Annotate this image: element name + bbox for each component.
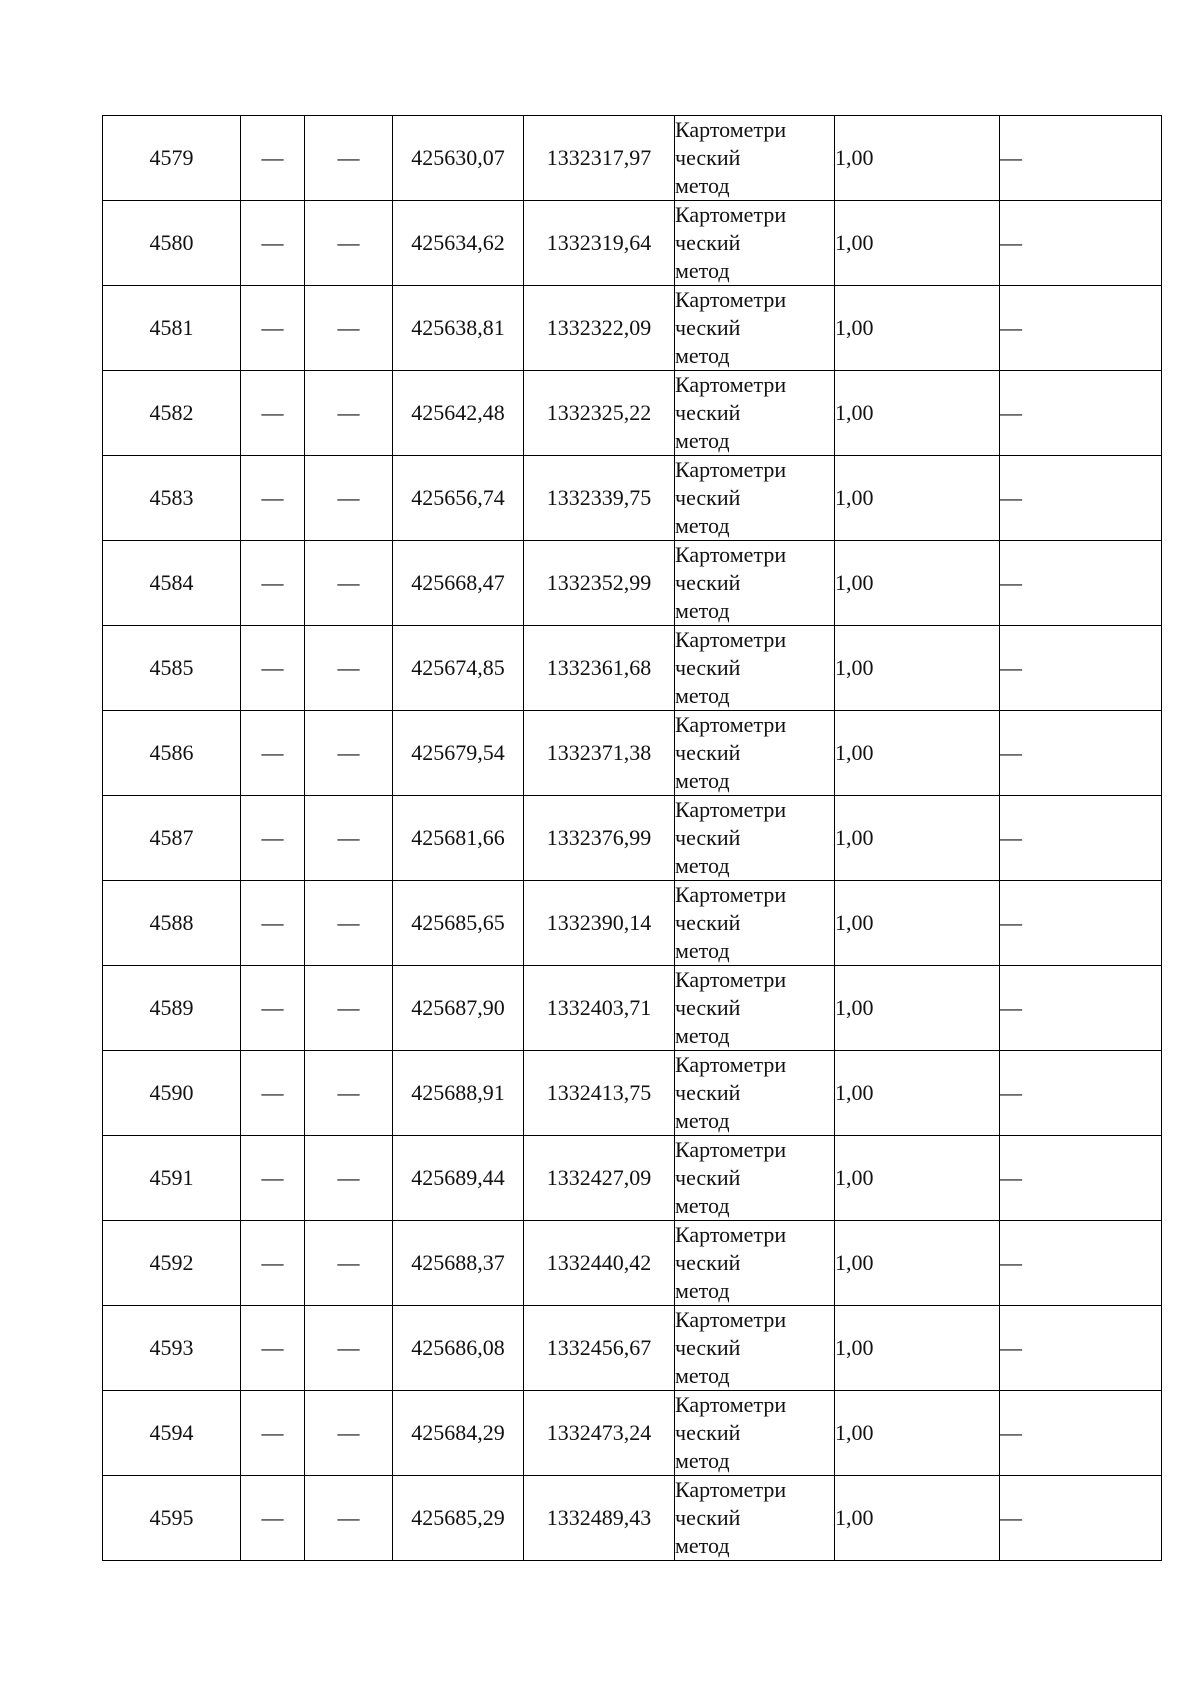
coordinate-x-cell-text: 425685,29: [411, 1505, 505, 1530]
coordinate-x-cell: [393, 1136, 524, 1221]
description-cell-text: —: [1000, 1420, 1022, 1445]
precision-cell: [835, 456, 1000, 541]
description-cell-text: —: [1000, 1250, 1022, 1275]
precision-cell: [835, 966, 1000, 1051]
coordinate-y-cell-text: 1332403,71: [546, 995, 652, 1020]
empty-value-cell: [241, 1476, 305, 1561]
empty-value-cell: [241, 881, 305, 966]
precision-cell: [835, 626, 1000, 711]
method-cell-text: Картометри ческий метод: [675, 1137, 787, 1218]
precision-cell-text: 1,00: [835, 485, 874, 510]
coordinate-y-cell-text: 1332427,09: [546, 1165, 652, 1190]
method-cell-text: Картометри ческий метод: [675, 1392, 787, 1473]
method-cell: [675, 286, 835, 371]
coordinate-y-cell-text: 1332319,64: [546, 230, 652, 255]
empty-value-cell-text: —: [337, 145, 360, 170]
description-cell-text: —: [1000, 1165, 1022, 1190]
point-number-cell-text: 4589: [149, 995, 194, 1020]
point-number-cell-text: 4583: [149, 485, 194, 510]
empty-value-cell-text: —: [337, 315, 360, 340]
point-number-cell: [103, 711, 241, 796]
point-number-cell-text: 4588: [149, 910, 194, 935]
empty-value-cell-text: —: [337, 400, 360, 425]
point-number-cell: [103, 456, 241, 541]
precision-cell-text: 1,00: [835, 740, 874, 765]
empty-value-cell: [305, 626, 393, 711]
precision-cell: [835, 1221, 1000, 1306]
point-number-cell-text: 4584: [149, 570, 194, 595]
method-cell: [675, 796, 835, 881]
table-row: [103, 371, 1162, 456]
coordinate-x-cell-text: 425638,81: [411, 315, 505, 340]
precision-cell-text: 1,00: [835, 315, 874, 340]
empty-value-cell: [305, 1391, 393, 1476]
coordinate-x-cell-text: 425688,91: [411, 1080, 505, 1105]
empty-value-cell: [305, 1051, 393, 1136]
precision-cell-text: 1,00: [835, 995, 874, 1020]
description-cell: [1000, 456, 1162, 541]
empty-value-cell-text: —: [337, 1250, 360, 1275]
description-cell: [1000, 966, 1162, 1051]
method-cell: [675, 966, 835, 1051]
method-cell-text: Картометри ческий метод: [675, 542, 787, 623]
empty-value-cell-text: —: [261, 1420, 284, 1445]
empty-value-cell: [241, 1391, 305, 1476]
empty-value-cell-text: —: [337, 1505, 360, 1530]
precision-cell-text: 1,00: [835, 230, 874, 255]
point-number-cell-text: 4579: [149, 145, 194, 170]
coordinate-y-cell: [524, 286, 675, 371]
description-cell: [1000, 286, 1162, 371]
coordinate-x-cell-text: 425684,29: [411, 1420, 505, 1445]
table-row: [103, 796, 1162, 881]
empty-value-cell: [241, 626, 305, 711]
description-cell: [1000, 1476, 1162, 1561]
description-cell-text: —: [1000, 1080, 1022, 1105]
precision-cell-text: 1,00: [835, 1420, 874, 1445]
table-row: [103, 1306, 1162, 1391]
table-row: [103, 201, 1162, 286]
empty-value-cell-text: —: [261, 1335, 284, 1360]
method-cell: [675, 711, 835, 796]
description-cell: [1000, 1136, 1162, 1221]
coordinate-y-cell: [524, 1476, 675, 1561]
precision-cell: [835, 711, 1000, 796]
empty-value-cell-text: —: [337, 1165, 360, 1190]
coordinate-y-cell-text: 1332440,42: [546, 1250, 652, 1275]
description-cell-text: —: [1000, 1505, 1022, 1530]
precision-cell-text: 1,00: [835, 145, 874, 170]
precision-cell-text: 1,00: [835, 1505, 874, 1530]
point-number-cell-text: 4581: [149, 315, 194, 340]
coordinate-y-cell: [524, 796, 675, 881]
point-number-cell: [103, 541, 241, 626]
point-number-cell: [103, 626, 241, 711]
coordinate-y-cell: [524, 1136, 675, 1221]
coordinate-x-cell-text: 425630,07: [411, 145, 505, 170]
precision-cell: [835, 286, 1000, 371]
point-number-cell-text: 4580: [149, 230, 194, 255]
coordinate-y-cell-text: 1332322,09: [546, 315, 652, 340]
empty-value-cell-text: —: [261, 400, 284, 425]
coordinate-y-cell-text: 1332361,68: [546, 655, 652, 680]
point-number-cell: [103, 1051, 241, 1136]
precision-cell: [835, 371, 1000, 456]
coordinate-y-cell-text: 1332390,14: [546, 910, 652, 935]
empty-value-cell: [305, 286, 393, 371]
description-cell-text: —: [1000, 145, 1022, 170]
description-cell-text: —: [1000, 570, 1022, 595]
method-cell-text: Картометри ческий метод: [675, 1477, 787, 1558]
empty-value-cell: [305, 881, 393, 966]
empty-value-cell-text: —: [261, 315, 284, 340]
precision-cell-text: 1,00: [835, 825, 874, 850]
empty-value-cell-text: —: [337, 230, 360, 255]
point-number-cell-text: 4592: [149, 1250, 194, 1275]
empty-value-cell: [241, 371, 305, 456]
coordinate-x-cell-text: 425674,85: [411, 655, 505, 680]
description-cell: [1000, 796, 1162, 881]
point-number-cell-text: 4595: [149, 1505, 194, 1530]
empty-value-cell-text: —: [337, 825, 360, 850]
method-cell-text: Картометри ческий метод: [675, 882, 787, 963]
description-cell-text: —: [1000, 655, 1022, 680]
empty-value-cell: [241, 1136, 305, 1221]
empty-value-cell: [305, 541, 393, 626]
table-row: [103, 711, 1162, 796]
point-number-cell: [103, 286, 241, 371]
description-cell: [1000, 1306, 1162, 1391]
empty-value-cell-text: —: [337, 1420, 360, 1445]
method-cell: [675, 881, 835, 966]
coordinate-x-cell-text: 425656,74: [411, 485, 505, 510]
description-cell-text: —: [1000, 485, 1022, 510]
empty-value-cell-text: —: [337, 995, 360, 1020]
coordinate-x-cell: [393, 371, 524, 456]
point-number-cell: [103, 881, 241, 966]
method-cell-text: Картометри ческий метод: [675, 967, 787, 1048]
point-number-cell: [103, 371, 241, 456]
coordinate-x-cell: [393, 711, 524, 796]
empty-value-cell-text: —: [337, 910, 360, 935]
precision-cell: [835, 1476, 1000, 1561]
coordinate-x-cell-text: 425668,47: [411, 570, 505, 595]
table-body: [103, 116, 1162, 1561]
coordinate-y-cell: [524, 1391, 675, 1476]
precision-cell: [835, 1306, 1000, 1391]
precision-cell: [835, 796, 1000, 881]
coordinate-x-cell: [393, 201, 524, 286]
coordinate-y-cell-text: 1332376,99: [546, 825, 652, 850]
coordinate-y-cell: [524, 1221, 675, 1306]
description-cell-text: —: [1000, 1335, 1022, 1360]
coordinate-y-cell-text: 1332371,38: [546, 740, 652, 765]
method-cell-text: Картометри ческий метод: [675, 287, 787, 368]
empty-value-cell-text: —: [261, 910, 284, 935]
table-row: [103, 626, 1162, 711]
coordinate-y-cell: [524, 711, 675, 796]
point-number-cell-text: 4591: [149, 1165, 194, 1190]
table-row: [103, 286, 1162, 371]
description-cell: [1000, 541, 1162, 626]
precision-cell: [835, 881, 1000, 966]
table-row: [103, 541, 1162, 626]
empty-value-cell-text: —: [261, 655, 284, 680]
coordinate-y-cell: [524, 541, 675, 626]
method-cell-text: Картометри ческий метод: [675, 712, 787, 793]
method-cell: [675, 456, 835, 541]
empty-value-cell: [305, 796, 393, 881]
description-cell: [1000, 711, 1162, 796]
table-row: [103, 966, 1162, 1051]
coordinate-y-cell: [524, 116, 675, 201]
coordinate-x-cell: [393, 1306, 524, 1391]
coordinate-y-cell: [524, 1051, 675, 1136]
coordinate-y-cell: [524, 456, 675, 541]
empty-value-cell: [241, 1051, 305, 1136]
empty-value-cell: [305, 966, 393, 1051]
coordinate-y-cell-text: 1332489,43: [546, 1505, 652, 1530]
coordinate-x-cell-text: 425686,08: [411, 1335, 505, 1360]
table-row: [103, 1476, 1162, 1561]
method-cell: [675, 201, 835, 286]
precision-cell-text: 1,00: [835, 1335, 874, 1360]
coordinate-y-cell-text: 1332317,97: [546, 145, 652, 170]
method-cell: [675, 541, 835, 626]
empty-value-cell: [305, 116, 393, 201]
coordinate-y-cell: [524, 201, 675, 286]
empty-value-cell-text: —: [337, 485, 360, 510]
description-cell-text: —: [1000, 825, 1022, 850]
coordinate-x-cell-text: 425685,65: [411, 910, 505, 935]
table-row: [103, 116, 1162, 201]
precision-cell-text: 1,00: [835, 1080, 874, 1105]
coordinate-x-cell: [393, 116, 524, 201]
description-cell-text: —: [1000, 230, 1022, 255]
description-cell: [1000, 881, 1162, 966]
precision-cell: [835, 1391, 1000, 1476]
method-cell-text: Картометри ческий метод: [675, 1222, 787, 1303]
point-number-cell-text: 4585: [149, 655, 194, 680]
point-number-cell-text: 4586: [149, 740, 194, 765]
empty-value-cell-text: —: [337, 740, 360, 765]
description-cell-text: —: [1000, 400, 1022, 425]
coordinate-x-cell: [393, 286, 524, 371]
coordinate-y-cell-text: 1332456,67: [546, 1335, 652, 1360]
coordinate-y-cell-text: 1332325,22: [546, 400, 652, 425]
empty-value-cell: [241, 116, 305, 201]
point-number-cell: [103, 1136, 241, 1221]
coordinate-y-cell: [524, 966, 675, 1051]
coordinate-x-cell: [393, 1391, 524, 1476]
method-cell-text: Картометри ческий метод: [675, 627, 787, 708]
precision-cell: [835, 116, 1000, 201]
method-cell-text: Картометри ческий метод: [675, 372, 787, 453]
precision-cell-text: 1,00: [835, 910, 874, 935]
coordinate-x-cell: [393, 796, 524, 881]
method-cell: [675, 1221, 835, 1306]
description-cell: [1000, 371, 1162, 456]
coordinate-x-cell: [393, 541, 524, 626]
coordinate-x-cell: [393, 881, 524, 966]
coordinate-y-cell: [524, 1306, 675, 1391]
empty-value-cell: [305, 371, 393, 456]
method-cell-text: Картометри ческий метод: [675, 1052, 787, 1133]
description-cell-text: —: [1000, 995, 1022, 1020]
empty-value-cell: [241, 286, 305, 371]
empty-value-cell-text: —: [261, 995, 284, 1020]
table-row: [103, 1221, 1162, 1306]
point-number-cell: [103, 1391, 241, 1476]
empty-value-cell: [241, 796, 305, 881]
point-number-cell: [103, 1306, 241, 1391]
empty-value-cell: [241, 1306, 305, 1391]
precision-cell-text: 1,00: [835, 400, 874, 425]
empty-value-cell-text: —: [261, 485, 284, 510]
empty-value-cell: [241, 1221, 305, 1306]
empty-value-cell-text: —: [261, 230, 284, 255]
empty-value-cell: [305, 1136, 393, 1221]
point-number-cell: [103, 1476, 241, 1561]
method-cell-text: Картометри ческий метод: [675, 457, 787, 538]
method-cell: [675, 1476, 835, 1561]
coordinate-x-cell: [393, 966, 524, 1051]
table-row: [103, 1136, 1162, 1221]
method-cell-text: Картометри ческий метод: [675, 117, 787, 198]
coordinate-x-cell: [393, 626, 524, 711]
coordinates-table: [102, 115, 1162, 1561]
point-number-cell: [103, 201, 241, 286]
coordinate-y-cell: [524, 371, 675, 456]
description-cell: [1000, 1391, 1162, 1476]
empty-value-cell: [305, 201, 393, 286]
empty-value-cell-text: —: [337, 570, 360, 595]
precision-cell-text: 1,00: [835, 1250, 874, 1275]
point-number-cell-text: 4582: [149, 400, 194, 425]
point-number-cell: [103, 116, 241, 201]
description-cell: [1000, 1221, 1162, 1306]
coordinate-x-cell-text: 425688,37: [411, 1250, 505, 1275]
point-number-cell: [103, 1221, 241, 1306]
empty-value-cell: [241, 456, 305, 541]
coordinate-y-cell: [524, 626, 675, 711]
precision-cell: [835, 1051, 1000, 1136]
method-cell: [675, 1051, 835, 1136]
coordinate-x-cell-text: 425634,62: [411, 230, 505, 255]
precision-cell: [835, 1136, 1000, 1221]
description-cell: [1000, 201, 1162, 286]
point-number-cell-text: 4594: [149, 1420, 194, 1445]
empty-value-cell: [241, 541, 305, 626]
coordinate-y-cell-text: 1332473,24: [546, 1420, 652, 1445]
description-cell: [1000, 1051, 1162, 1136]
method-cell: [675, 116, 835, 201]
empty-value-cell-text: —: [337, 655, 360, 680]
table-row: [103, 881, 1162, 966]
method-cell: [675, 1306, 835, 1391]
empty-value-cell-text: —: [261, 1165, 284, 1190]
description-cell-text: —: [1000, 315, 1022, 340]
coordinate-x-cell-text: 425679,54: [411, 740, 505, 765]
empty-value-cell: [305, 1476, 393, 1561]
method-cell: [675, 1391, 835, 1476]
precision-cell-text: 1,00: [835, 1165, 874, 1190]
precision-cell: [835, 541, 1000, 626]
coordinate-x-cell: [393, 1221, 524, 1306]
coordinate-x-cell-text: 425681,66: [411, 825, 505, 850]
description-cell: [1000, 116, 1162, 201]
coordinate-y-cell: [524, 881, 675, 966]
coordinate-y-cell-text: 1332352,99: [546, 570, 652, 595]
empty-value-cell: [305, 1221, 393, 1306]
precision-cell-text: 1,00: [835, 655, 874, 680]
method-cell: [675, 1136, 835, 1221]
empty-value-cell-text: —: [261, 570, 284, 595]
method-cell-text: Картометри ческий метод: [675, 1307, 787, 1388]
method-cell: [675, 626, 835, 711]
empty-value-cell: [241, 201, 305, 286]
empty-value-cell-text: —: [337, 1335, 360, 1360]
table-row: [103, 456, 1162, 541]
method-cell: [675, 371, 835, 456]
empty-value-cell: [305, 1306, 393, 1391]
coordinate-x-cell: [393, 1476, 524, 1561]
table-row: [103, 1391, 1162, 1476]
description-cell-text: —: [1000, 740, 1022, 765]
point-number-cell: [103, 966, 241, 1051]
table-row: [103, 1051, 1162, 1136]
point-number-cell: [103, 796, 241, 881]
empty-value-cell-text: —: [261, 1080, 284, 1105]
empty-value-cell-text: —: [261, 825, 284, 850]
point-number-cell-text: 4587: [149, 825, 194, 850]
empty-value-cell-text: —: [261, 740, 284, 765]
coordinate-y-cell-text: 1332339,75: [546, 485, 652, 510]
description-cell: [1000, 626, 1162, 711]
method-cell-text: Картометри ческий метод: [675, 202, 787, 283]
description-cell-text: —: [1000, 910, 1022, 935]
empty-value-cell: [305, 456, 393, 541]
coordinate-x-cell-text: 425689,44: [411, 1165, 505, 1190]
point-number-cell-text: 4593: [149, 1335, 194, 1360]
precision-cell: [835, 201, 1000, 286]
coordinate-y-cell-text: 1332413,75: [546, 1080, 652, 1105]
point-number-cell-text: 4590: [149, 1080, 194, 1105]
empty-value-cell-text: —: [261, 145, 284, 170]
coordinate-x-cell-text: 425687,90: [411, 995, 505, 1020]
empty-value-cell-text: —: [261, 1505, 284, 1530]
precision-cell-text: 1,00: [835, 570, 874, 595]
empty-value-cell: [241, 966, 305, 1051]
empty-value-cell-text: —: [261, 1250, 284, 1275]
coordinate-x-cell: [393, 456, 524, 541]
coordinate-x-cell: [393, 1051, 524, 1136]
empty-value-cell-text: —: [337, 1080, 360, 1105]
method-cell-text: Картометри ческий метод: [675, 797, 787, 878]
empty-value-cell: [305, 711, 393, 796]
empty-value-cell: [241, 711, 305, 796]
coordinate-x-cell-text: 425642,48: [411, 400, 505, 425]
